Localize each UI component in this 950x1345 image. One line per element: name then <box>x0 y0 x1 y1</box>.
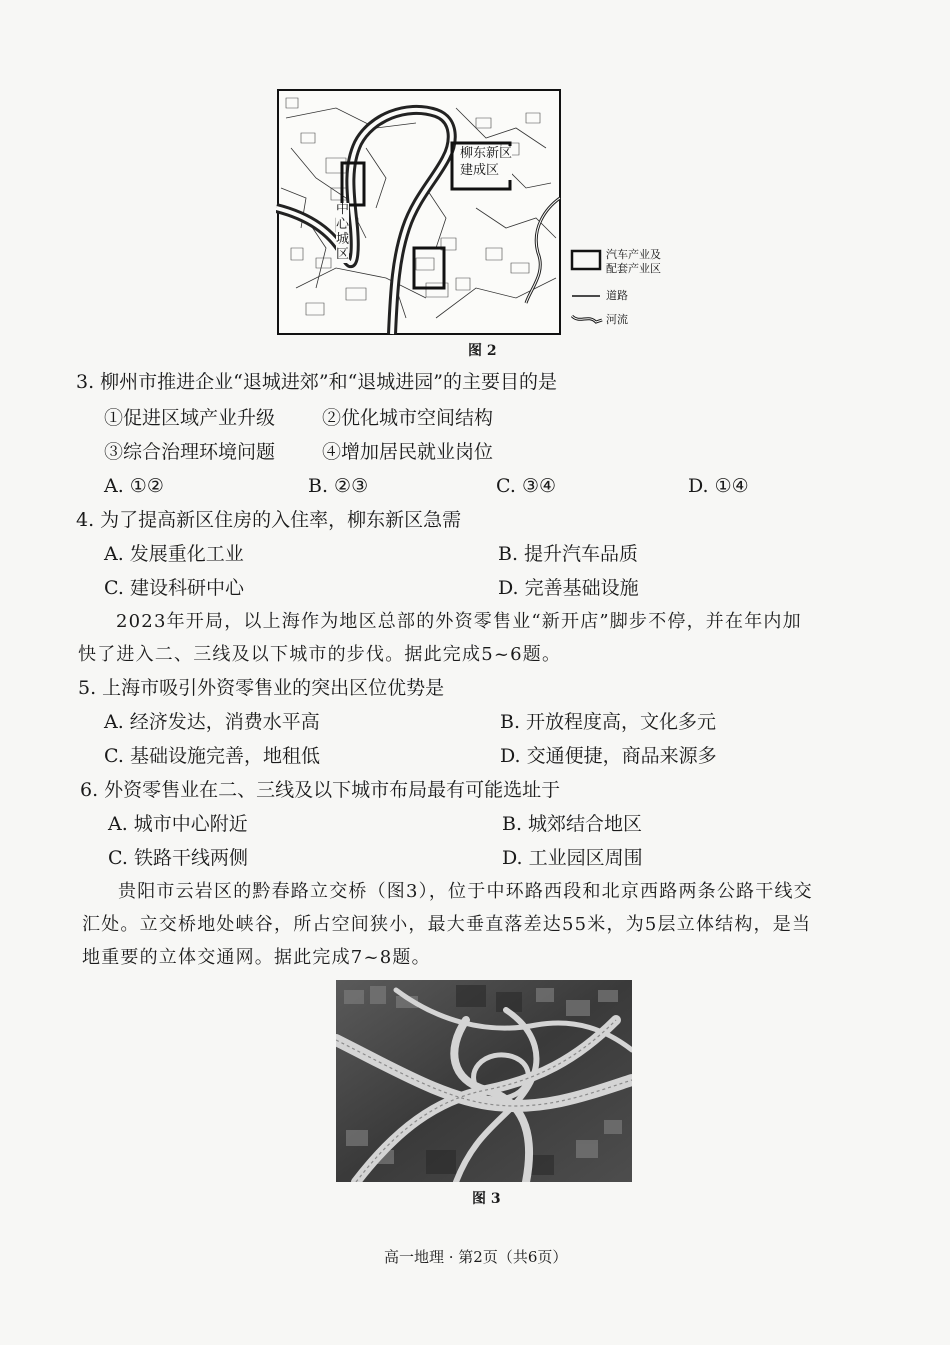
figure-2-caption: 图 2 <box>468 343 497 359</box>
interchange-photo <box>336 980 632 1182</box>
figure-2 <box>276 88 676 338</box>
q3-option-d: D. ①④ <box>688 475 749 497</box>
q4-option-b: B. 提升汽车品质 <box>498 543 639 565</box>
q4-option-d: D. 完善基础设施 <box>498 577 639 599</box>
q4-option-c: C. 建设科研中心 <box>104 577 244 599</box>
q6-option-c: C. 铁路干线两侧 <box>108 847 248 869</box>
q3-statement-4: ④增加居民就业岗位 <box>322 441 494 463</box>
legend-industry-line2: 配套产业区 <box>606 261 661 275</box>
district-label-line2: 建成区 <box>460 162 500 178</box>
page-footer: 高一地理 · 第2页（共6页） <box>384 1248 568 1266</box>
district-label-liudong <box>460 146 512 180</box>
q5-option-b: B. 开放程度高，文化多元 <box>500 711 717 733</box>
question-5-stem: 5. 上海市吸引外资零售业的突出区位优势是 <box>78 677 445 699</box>
q6-option-b: B. 城郊结合地区 <box>502 813 643 835</box>
q5-option-a: A. 经济发达，消费水平高 <box>104 711 320 733</box>
question-3-stem: 3. 柳州市推进企业“退城进郊”和“退城进园”的主要目的是 <box>76 371 558 393</box>
passage-shanghai-line1: 2023年开局，以上海作为地区总部的外资零售业“新开店”脚步不停，并在年内加 <box>116 611 802 632</box>
q6-option-d: D. 工业园区周围 <box>502 847 643 869</box>
legend-industry <box>606 248 661 276</box>
q3-option-a: A. ①② <box>104 475 164 497</box>
passage-guiyang-line3: 地重要的立体交通网。据此完成7~8题。 <box>82 947 431 968</box>
q5-option-c: C. 基础设施完善，地租低 <box>104 745 320 767</box>
figure-3 <box>336 980 632 1182</box>
q3-statement-1: ①促进区域产业升级 <box>104 407 276 429</box>
center-char-4: 区 <box>336 246 350 262</box>
legend-industry-line1: 汽车产业及 <box>606 248 661 261</box>
question-4-stem: 4. 为了提高新区住房的入住率，柳东新区急需 <box>76 509 462 531</box>
legend-road: 道路 <box>606 289 628 302</box>
q3-statement-2: ②优化城市空间结构 <box>322 407 494 429</box>
center-char-1: 中 <box>336 202 350 217</box>
q4-option-a: A. 发展重化工业 <box>104 543 244 565</box>
q6-option-a: A. 城市中心附近 <box>108 813 248 835</box>
center-char-3: 城 <box>336 231 350 247</box>
q3-statement-3: ③综合治理环境问题 <box>104 441 276 463</box>
passage-guiyang-line2: 汇处。立交桥地处峡谷，所占空间狭小，最大垂直落差达55米，为5层立体结构，是当 <box>82 914 812 935</box>
figure-3-caption: 图 3 <box>472 1191 501 1207</box>
question-6-stem: 6. 外资零售业在二、三线及以下城市布局最有可能选址于 <box>80 779 561 801</box>
passage-shanghai-line2: 快了进入二、三线及以下城市的步伐。据此完成5~6题。 <box>78 644 562 665</box>
passage-guiyang-line1: 贵阳市云岩区的黔春路立交桥（图3），位于中环路西段和北京西路两条公路干线交 <box>118 881 813 902</box>
district-label-line1: 柳东新区 <box>460 146 513 161</box>
q5-option-d: D. 交通便捷，商品来源多 <box>500 745 717 767</box>
legend-river: 河流 <box>606 313 628 326</box>
q3-option-c: C. ③④ <box>496 475 557 497</box>
center-district-label <box>336 203 349 263</box>
q3-option-b: B. ②③ <box>308 475 369 497</box>
center-char-2: 心 <box>336 216 350 232</box>
